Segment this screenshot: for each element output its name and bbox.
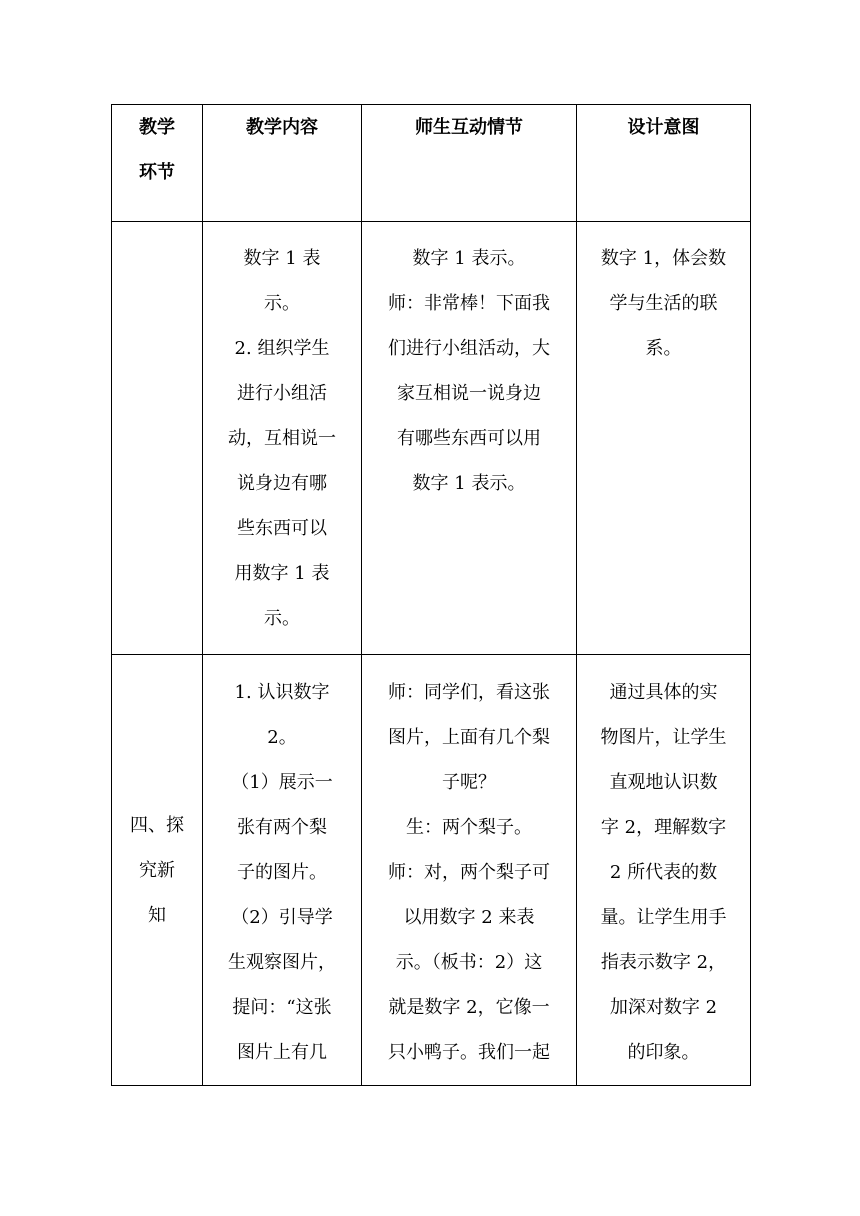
intent-line: 字 2，理解数字 <box>600 817 727 838</box>
intent-line: 学与生活的联 <box>609 293 718 314</box>
intent-line: 直观地认识数 <box>609 772 718 793</box>
table-header-row <box>112 105 751 222</box>
content-line: 示。 <box>264 293 300 314</box>
header-stage-line: 环节 <box>139 162 175 183</box>
content-cell <box>203 222 362 655</box>
header-interaction-label: 师生互动情节 <box>415 117 523 138</box>
intent-cell <box>577 655 751 1086</box>
content-line: 生观察图片， <box>228 952 336 973</box>
interaction-line: 们进行小组活动，大 <box>388 338 550 359</box>
content-line: 1. 认识数字 <box>234 682 330 703</box>
stage-cell <box>112 655 203 1086</box>
content-line: 提问：“这张 <box>232 997 332 1018</box>
intent-line: 物图片，让学生 <box>600 727 727 748</box>
content-line: 张有两个梨 <box>237 817 327 838</box>
interaction-line: 就是数字 2，它像一 <box>388 997 550 1018</box>
interaction-line: 师：对，两个梨子可 <box>388 862 550 883</box>
intent-line: 指表示数字 2， <box>600 952 727 973</box>
intent-line: 量。让学生用手 <box>600 907 727 928</box>
stage-line: 四、探 <box>130 814 184 836</box>
content-line: 2. 组织学生 <box>234 338 330 359</box>
interaction-line: 数字 1 表示。 <box>412 248 526 269</box>
table-row <box>112 655 751 1086</box>
content-line: 数字 1 表 <box>243 248 321 269</box>
stage-line: 知 <box>148 904 166 926</box>
intent-line: 加深对数字 2 <box>609 997 718 1018</box>
interaction-line: 师：同学们，看这张 <box>388 682 550 703</box>
table-row <box>112 222 751 655</box>
interaction-line: 数字 1 表示。 <box>412 473 526 494</box>
stage-cell <box>112 222 203 655</box>
interaction-line: 以用数字 2 来表 <box>403 907 535 928</box>
content-line: 子的图片。 <box>237 862 327 883</box>
interaction-line: 师：非常棒！下面我 <box>388 293 550 314</box>
content-line: 进行小组活 <box>237 383 327 404</box>
content-line: 图片上有几 <box>237 1042 327 1063</box>
interaction-line: 子呢？ <box>442 772 496 793</box>
intent-line: 2 所代表的数 <box>609 862 718 883</box>
header-content-label: 教学内容 <box>246 117 318 138</box>
header-stage-line: 教学 <box>139 117 175 138</box>
header-intent <box>577 105 751 222</box>
intent-line: 数字 1，体会数 <box>600 248 727 269</box>
interaction-line: 只小鸭子。我们一起 <box>388 1042 550 1063</box>
lesson-plan-table <box>111 104 751 1086</box>
interaction-line: 示。（板书：2）这 <box>395 952 543 973</box>
content-cell <box>203 655 362 1086</box>
content-line: 示。 <box>264 608 300 629</box>
content-line: 动，互相说一 <box>228 428 336 449</box>
intent-line: 通过具体的实 <box>609 682 718 703</box>
content-line: 说身边有哪 <box>237 473 327 494</box>
intent-line: 的印象。 <box>627 1042 700 1063</box>
stage-line: 究新 <box>139 859 175 881</box>
interaction-cell <box>362 222 577 655</box>
header-intent-label: 设计意图 <box>627 117 700 138</box>
content-line: 2。 <box>267 727 297 748</box>
intent-cell <box>577 222 751 655</box>
interaction-line: 图片，上面有几个梨 <box>388 727 550 748</box>
interaction-line: 有哪些东西可以用 <box>397 428 541 449</box>
content-line: （1）展示一 <box>231 772 333 793</box>
interaction-cell <box>362 655 577 1086</box>
content-line: 用数字 1 表 <box>234 563 330 584</box>
header-stage <box>112 105 203 222</box>
intent-line: 系。 <box>645 338 682 359</box>
content-line: 些东西可以 <box>237 518 327 539</box>
header-interaction <box>362 105 577 222</box>
interaction-line: 生：两个梨子。 <box>406 817 532 838</box>
interaction-line: 家互相说一说身边 <box>397 383 541 404</box>
header-content <box>203 105 362 222</box>
content-line: （2）引导学 <box>231 907 333 928</box>
